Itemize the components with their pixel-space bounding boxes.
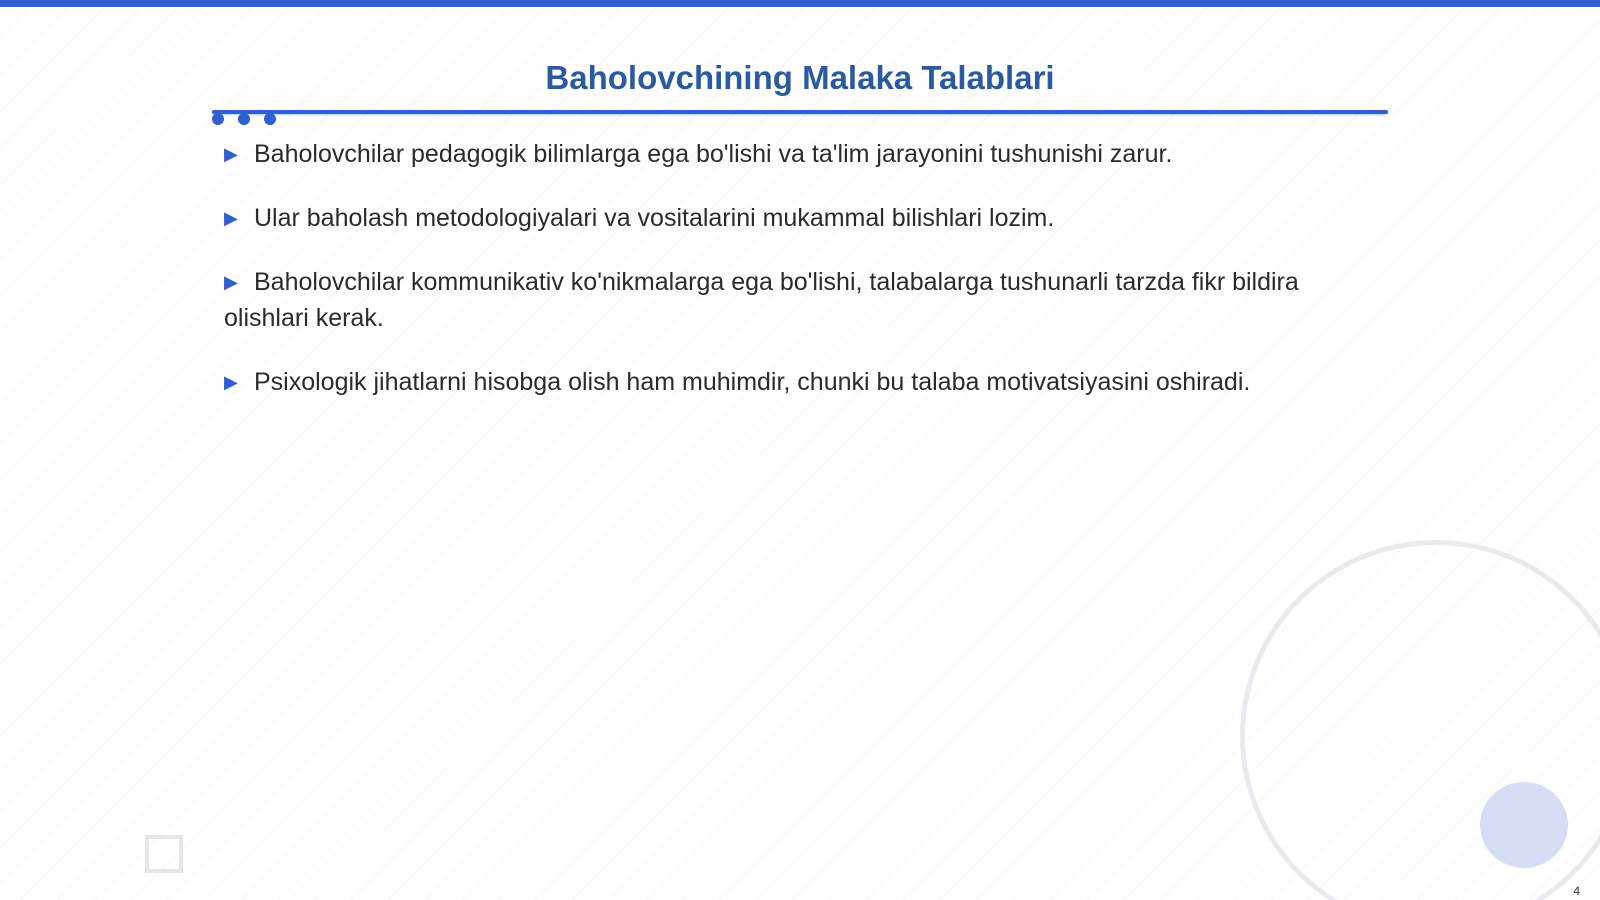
bullet-item (224, 364, 1374, 400)
triangle-bullet-icon: ▶ (224, 144, 238, 164)
bullet-item (224, 264, 1374, 336)
bullet-list (224, 136, 1374, 428)
bullet-text: Ular baholash metodologiyalari va vositalarini mukammal bilishlari lozim. (254, 204, 1055, 232)
title-underline (212, 110, 1388, 114)
decor-dot (238, 113, 250, 125)
triangle-bullet-icon: ▶ (224, 372, 238, 392)
bullet-item (224, 136, 1374, 172)
page-number: 4 (1573, 884, 1580, 898)
triangle-bullet-icon: ▶ (224, 272, 238, 292)
bullet-item (224, 200, 1374, 236)
slide-title: Baholovchining Malaka Talablari (545, 59, 1055, 96)
top-accent-bar (0, 0, 1600, 7)
decorative-square (145, 835, 183, 873)
title-dots-decoration (212, 113, 276, 125)
bullet-text: Psixologik jihatlarni hisobga olish ham muhimdir, chunki bu talaba motivatsiyasini oshiradi. (254, 368, 1251, 396)
bullet-text: Baholovchilar pedagogik bilimlarga ega bo'lishi va ta'lim jarayonini tushunishi zarur. (254, 140, 1173, 168)
decor-dot (212, 113, 224, 125)
decorative-circle (1480, 782, 1568, 868)
triangle-bullet-icon: ▶ (224, 208, 238, 228)
bullet-text: Baholovchilar kommunikativ ko'nikmalarga ega bo'lishi, talabalarga tushunarli tarzda fikr bildira olishlari kerak. (224, 268, 1299, 332)
decor-dot (264, 113, 276, 125)
